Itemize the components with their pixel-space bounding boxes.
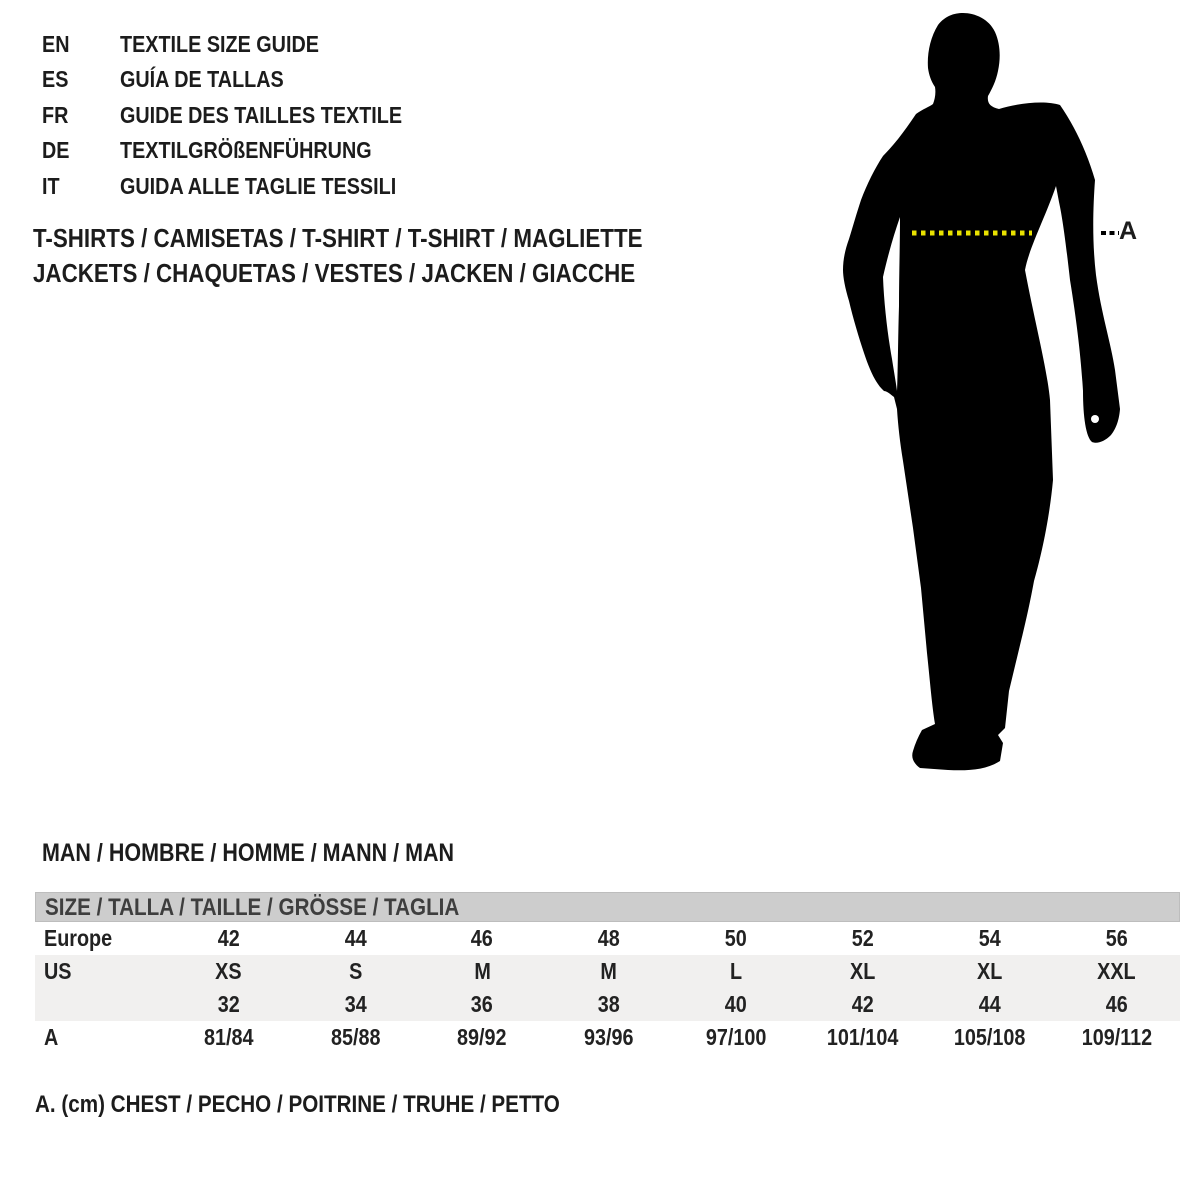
cell: 109/112 xyxy=(1081,1024,1152,1050)
cell: XL xyxy=(977,958,1003,984)
cell: 97/100 xyxy=(705,1024,767,1050)
cell: 38 xyxy=(598,991,621,1017)
cell: 81/84 xyxy=(203,1024,254,1050)
thumb-notch xyxy=(1091,415,1099,423)
cell: 46 xyxy=(471,925,494,951)
cell: 105/108 xyxy=(953,1024,1026,1050)
cell: 93/96 xyxy=(584,1024,634,1050)
cell: M xyxy=(473,958,491,984)
lang-code: ES xyxy=(42,66,69,93)
cell: 32 xyxy=(217,991,240,1017)
cell: 42 xyxy=(217,925,240,951)
cell: XL xyxy=(850,958,876,984)
table-row-chest-a xyxy=(35,1021,1180,1054)
man-silhouette-svg xyxy=(843,13,1120,773)
row-label: A xyxy=(44,1024,59,1050)
product-line-jackets: JACKETS / CHAQUETAS / VESTES / JACKEN / GIACCHE xyxy=(33,258,636,288)
lang-title: GUIDA ALLE TAGLIE TESSILI xyxy=(120,172,397,199)
cell: 42 xyxy=(851,991,874,1017)
row-label: US xyxy=(44,958,72,984)
cell: 89/92 xyxy=(457,1024,507,1050)
product-line-tshirts: T-SHIRTS / CAMISETAS / T-SHIRT / T-SHIRT / MAGLIETTE xyxy=(33,223,643,253)
man-silhouette-figure xyxy=(843,13,1120,773)
cell: 56 xyxy=(1105,925,1128,951)
cell: 85/88 xyxy=(330,1024,381,1050)
cell: 36 xyxy=(471,991,494,1017)
cell: 52 xyxy=(851,925,874,951)
row-label xyxy=(35,988,165,1021)
table-row-us xyxy=(35,955,1180,988)
lang-code: DE xyxy=(42,137,70,164)
table-row-europe xyxy=(35,922,1180,955)
measurement-footnote: A. (cm) CHEST / PECHO / POITRINE / TRUHE / PETTO xyxy=(35,1091,560,1118)
man-silhouette-shape xyxy=(843,13,1120,770)
size-table-header: SIZE / TALLA / TAILLE / GRÖSSE / TAGLIA xyxy=(35,892,1180,922)
language-legend xyxy=(42,27,448,204)
lang-title: GUIDE DES TAILLES TEXTILE xyxy=(120,101,403,128)
cell: 101/104 xyxy=(827,1024,899,1050)
cell: 54 xyxy=(978,925,1001,951)
lang-title: GUÍA DE TALLAS xyxy=(120,66,284,93)
lang-code: FR xyxy=(42,101,69,128)
cell: L xyxy=(729,958,742,984)
cell: 44 xyxy=(344,925,367,951)
cell: XS xyxy=(215,958,242,984)
lang-code: IT xyxy=(42,172,60,199)
cell: 40 xyxy=(724,991,747,1017)
size-table xyxy=(35,892,1180,1054)
cell: M xyxy=(600,958,618,984)
section-title-man: MAN / HOMBRE / HOMME / MANN / MAN xyxy=(42,839,455,867)
measure-point-label: A xyxy=(1119,217,1138,245)
cell: 46 xyxy=(1105,991,1128,1017)
lang-code: EN xyxy=(42,31,70,57)
cell: XXL xyxy=(1097,958,1136,984)
cell: 44 xyxy=(978,991,1001,1017)
cell: 34 xyxy=(344,991,367,1017)
row-label: Europe xyxy=(44,925,113,951)
cell: 48 xyxy=(598,925,621,951)
cell: 50 xyxy=(724,925,747,951)
lang-title: TEXTILE SIZE GUIDE xyxy=(120,31,319,57)
cell: S xyxy=(348,958,362,984)
lang-title: TEXTILGRÖßENFÜHRUNG xyxy=(120,137,372,164)
product-categories xyxy=(33,221,742,291)
table-row-numeric xyxy=(35,988,1180,1021)
